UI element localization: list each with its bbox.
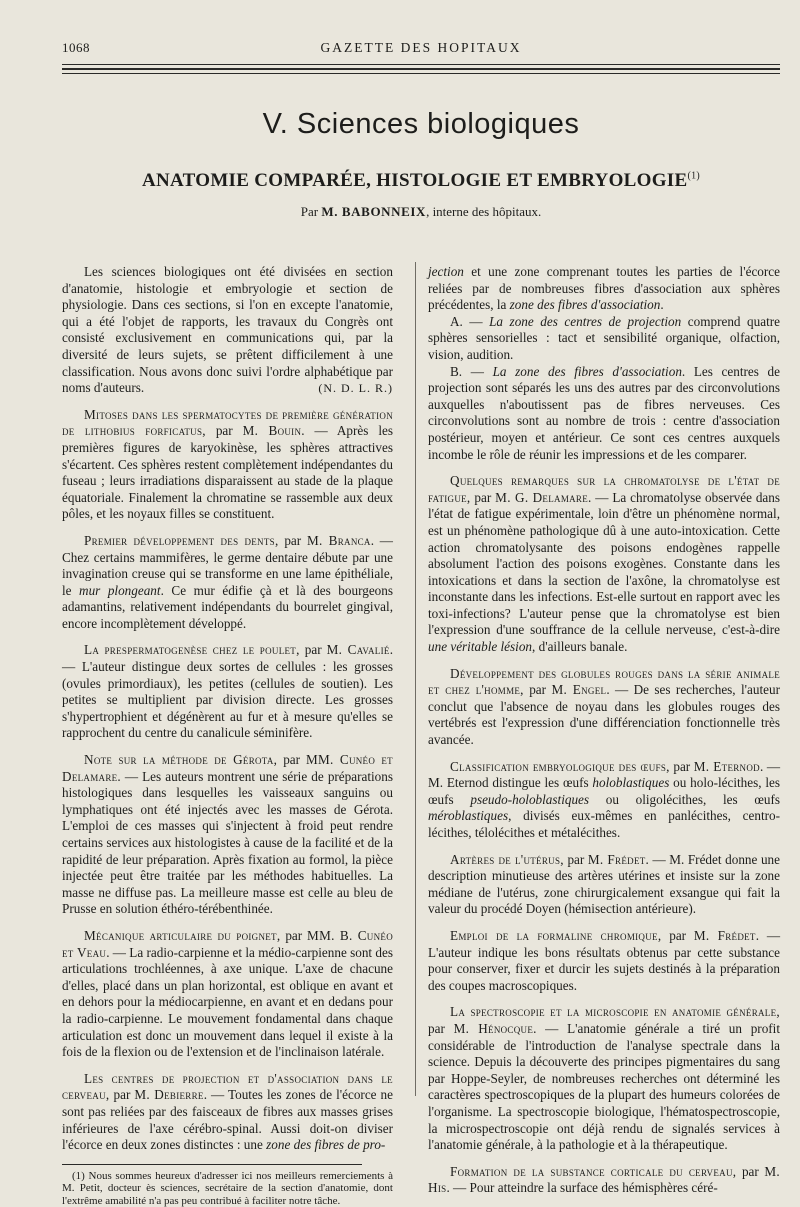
entry-italic: jection [428, 264, 464, 279]
entry-title: Classification embryologique des œufs, [450, 758, 670, 774]
subpoint-prefix: A. — [450, 313, 490, 329]
entry-title: Les centres de projection et d'association dans le cerveau, [62, 1070, 393, 1103]
entry-text: L'auteur distingue deux sortes de cellules : les grosses (ovules primordiaux), les petites (cellules de soutien). Les petites se multiplient par division directe. Les grosses s'hypertrophient et dégénèrent au fur et à mesure qu'elles se rapprochent du centre du canalicule séminifère. [62, 659, 394, 741]
entry-author: M. G. Delamare [495, 489, 589, 505]
entry-text: Chez certains mammifères, le germe dentaire débute par une invagination creuse qui se transforme en une lame épithéliale, le [62, 549, 393, 598]
subpoint-a [428, 314, 780, 364]
footnote-mark: (1) [687, 170, 701, 182]
entry-text: Les auteurs montrent une série de préparations histologiques dans lesquelles les vaisseaux sanguins ou lymphatiques ont été injectés avec les masses de Gérota. L'emploi de ces masses qui s'injectent à froid peut rendre certains services aux histologistes à cause de la facilité et de la rapidité de leur préparation. Après fixation au formol, la pièce injectée peut être traitée par les méthodes habituelles. La masse ne diffuse pas. La meilleure masse est celle au bleu de Prusse en solution éthéro-térébenthinée. [62, 768, 394, 917]
entry-text: et une zone comprenant toutes les parties de l'écorce reliées par de nombreuses fibres d'association aux sphères précédentes, la [428, 264, 780, 313]
entry-paragraph: Note sur la méthode de Gérota, par MM. Cunéo et Delamare. — Les auteurs montrent une série de préparations histologiques dans lesquelles les vaisseaux sanguins ou lymphatiques ont été injectés avec les masses de Gérota. L'emploi de ces masses qui s'injectent à froid peut rendre certains services aux histologistes à cause de la facilité et de la rapidité de leur préparation. Après fixation au formol, la pièce injectée peut être traitée par les méthodes habituelles. La masse ne diffuse pas. La meilleure masse est celle au bleu de Prusse en solution éthéro-térébenthinée. [62, 752, 394, 917]
entry-author: M. Bouin [242, 423, 302, 439]
entry-paragraph: Formation de la substance corticale du cerveau, par M. His. — Pour atteindre la surface des hémisphères céré- [428, 1163, 781, 1196]
entry-text: ou holo-lécithes, les œufs [428, 775, 780, 807]
entry-text: M. Eternod distingue les œufs [428, 775, 593, 791]
entry-paragraph: Mécanique articulaire du poignet, par MM. B. Cunéo et Veau. — La radio-carpienne et la médio-carpienne sont des articulations trochléennes, à axe unique. L'axe de chacune d'elles, placé dans un plan horizontal, est oblique en avant et en dehors pour la médiocarpienne, en avant et en dedans pour la radio-carpienne. Le mouvement fondamental dans chaque articulation est donc un mouvement dans lequel il existe à la fois de la flexion ou de l'extension et de l'inclinaison latérale. [62, 927, 394, 1060]
entry-text: Toutes les zones de l'écorce ne sont pas reliées par des faisceaux de fibres aux masses grises inférieures de l'axe cérébro-spinal. Aussi doit-on diviser l'écorce en deux zones distinctes : une [62, 1087, 393, 1153]
entry-italic: mur plongeant [79, 582, 161, 598]
running-head [62, 40, 780, 60]
entry-text: . Les centres de projection sont séparés les uns des autres par des circonvolutions auxquelles n'aboutissent pas de fibres nerveuses. Ces circonvolutions sont au nombre de trois : centre d'association postérieur, moyen et antérieur. Ce sont ces centres auxquels incombe le rôle de réunir les impressions et de les comparer. [428, 363, 780, 462]
entry-author: M. Frédet [693, 927, 756, 943]
entry-author: MM. B. Cunéo et Veau [62, 927, 394, 960]
entry-text: Pour atteindre la surface des hémisphères céré- [469, 1180, 718, 1196]
entry-italic: La zone des fibres d'association [492, 363, 682, 379]
footnote-rule [62, 1164, 362, 1165]
entry-title: Quelques remarques sur la chromatolyse de l'état de fatigue, [428, 473, 780, 505]
entry-author: M. Cavalié [326, 642, 390, 658]
entry-text: M. Frédet donne une description minutieuse des artères utérines et insiste sur la zone médiane de l'utérus, zone chirurgicalement exsangue qui fait la valeur du procédé Doyen (hémisection antérieure). [428, 851, 781, 917]
entry-title: La spectroscopie et la microscopie en anatomie générale, [450, 1004, 780, 1020]
entry-title: La prespermatogenèse chez le poulet, [84, 642, 300, 658]
entry-title: Artères de l'utérus, [450, 851, 564, 867]
entry-title: Mitoses dans les spermatocytes de première génération de lithobius forficatus, [62, 406, 393, 439]
entry-title: Emploi de la formaline chromique, [450, 927, 662, 943]
entry-text: . Ce mur édifie çà et là des bourgeons adamantins, relativement indépendants du bourrelet gingival, encore incomplètement développé. [62, 582, 393, 631]
entry-text: , divisés eux-mêmes en panlécithes, centro-lécithes, télolécithes et métalécithes. [428, 808, 780, 840]
entry-paragraph: Artères de l'utérus, par M. Frédet. — M. Frédet donne une description minutieuse des artères utérines et insiste sur la zone médiane de l'utérus, zone chirurgicalement exsangue qui fait la valeur du procédé Doyen (hémisection antérieure). [428, 851, 781, 917]
byline-prefix: Par [300, 204, 319, 219]
entry-text: La radio-carpienne et la médio-carpienne sont des articulations trochléennes, à axe unique. L'axe de chacune d'elles, placé dans un plan horizontal, est oblique en avant et en dehors pour la médiocarpienne, en avant et en dedans pour la radio-carpienne. Le mouvement fondamental dans chaque articulation est donc un mouvement dans lequel il existe à la fois de la flexion ou de l'extension et de l'inclinaison latérale. [62, 944, 393, 1060]
byline-author: M. BABONNEIX [321, 204, 427, 219]
entry-author: M. Frédet [587, 851, 646, 867]
byline-suffix: , interne des hôpitaux. [426, 204, 542, 219]
entry-text: Après les premières figures de karyokinèse, les sphères attractives s'écartent. Ces sphères restent complètement indépendantes du fuseau ; leurs irradiations disparaissent au stade de la plaque équatoriale. Finalement la chromatine se rassemble aux deux pôles, et les noyaux filles se constituent. [62, 423, 393, 522]
entry-author: M. Branca [306, 532, 371, 548]
entry-italic: zone des fibres de pro- [266, 1137, 386, 1153]
entry-paragraph: Premier développement des dents, par M. Branca. — Chez certains mammifères, le germe dentaire débute par une invagination creuse qui se transforme en une lame épithéliale, le mur plongeant. Ce mur édifie çà et là des bourgeons adamantins, relativement indépendants du bourrelet gingival, encore incomplètement développé. [62, 532, 393, 631]
entry-italic: une véritable lésion [428, 639, 533, 655]
entry-italic: holoblastiques [592, 775, 670, 791]
entry-author: M. Debierre [134, 1087, 204, 1103]
subject-title-text: ANATOMIE COMPARÉE, HISTOLOGIE ET EMBRYOLOGIE [141, 170, 688, 191]
entry-paragraph: Classification embryologique des œufs, par M. Eternod. — M. Eternod distingue les œufs holoblastiques ou holo-lécithes, les œufs pseudo-holoblastiques ou oligolécithes, les œufs méroblastiques, divisés eux-mêmes en panlécithes, centro-lécithes, télolécithes et métalécithes. [428, 758, 781, 840]
entry-author: M. Hénocque [453, 1020, 534, 1036]
entry-italic: méroblastiques [428, 808, 509, 824]
entry-author: M. His [428, 1163, 781, 1196]
entry-text: L'auteur indique les bons résultats obtenus par cette substance pour conserver, fixer et durcir les sujets destinés à la préparation des coupes macroscopiques. [428, 944, 780, 993]
entry-text: De ses recherches, l'auteur conclut que l'absence de noyau dans les globules rouges des vertébrés est l'expression d'une différenciation fonctionnelle très avancée. [428, 682, 780, 748]
column-divider [415, 262, 416, 1096]
entry-author: M. Eternod [693, 758, 760, 774]
entry-title: Formation de la substance corticale du cerveau, [450, 1163, 737, 1179]
left-column [62, 264, 393, 1207]
subpoint-b [428, 364, 780, 464]
journal-title: GAZETTE DES HOPITAUX [320, 40, 522, 55]
entry-paragraph: Quelques remarques sur la chromatolyse de l'état de fatigue, par M. G. Delamare. — La chromatolyse observée dans l'état de fatigue expérimentale, loin d'être un phénomène normal, est un phénomène pathologique dû à une auto-intoxication. Cette action chromatolysante des poisons endogènes rappelle absolument l'action des poisons exogènes. Constante dans les intoxications et dans la section de l'axône, la chromatolyse est inconstante dans les infections. Est-elle surtout en rapport avec les toxi-infections? L'auteur pense que la chromatolyse est bien l'expression d'une souffrance de la cellule nerveuse, c'est-à-dire une véritable lésion, d'ailleurs banale. [428, 473, 780, 655]
entry-italic: La zone des centres de projection [489, 313, 682, 329]
entry-title: Note sur la méthode de Gérota, [84, 752, 278, 768]
entry-text: . [660, 297, 664, 313]
entry-paragraph: Emploi de la formaline chromique, par M. Frédet. — L'auteur indique les bons résultats obtenus par cette substance pour conserver, fixer et durcir les sujets destinés à la préparation des coupes macroscopiques. [428, 927, 781, 993]
footnote: (1) Nous sommes heureux d'adresser ici nos meilleurs remerciements à M. Petit, docteur ès sciences, secrétaire de la section d'anatomie, dont l'extrême amabilité n'a pas peu contribué à faciliter notre tâche. [62, 1169, 393, 1207]
entry-paragraph: La spectroscopie et la microscopie en anatomie générale, par M. Hénocque. — L'anatomie générale a tiré un profit considérable de l'introduction de l'analyse spectrale dans la science. Depuis la découverte des principes pigmentaires du sang par Hoppe-Seyler, de nombreuses recherches ont déterminé les caractères spectroscopiques de la plupart des humeurs colorées de l'organisme. La spectroscopie biologique, l'hématospectroscopie, la microspectroscopie ont déjà rendu de signalés services à l'anatomie générale, à la pathologie et à la thérapeutique. [428, 1004, 781, 1153]
entry-paragraph: Mitoses dans les spermatocytes de première génération de lithobius forficatus, par M. Bouin. — Après les premières figures de karyokinèse, les sphères attractives s'écartent. Ces sphères restent complètement indépendantes du fuseau ; leurs irradiations disparaissent au stade de la plaque équatoriale. Finalement la chromatine se rassemble aux deux pôles, et les noyaux filles se constituent. [62, 406, 393, 522]
entry-text: , d'ailleurs banale. [532, 639, 628, 655]
entry-author: M. Engel [551, 682, 607, 698]
entry-text: comprend quatre sphères sensorielles : tact et sensibilité organique, olfaction, vision, audition. [428, 313, 780, 362]
entry-paragraph: Les centres de projection et d'association dans le cerveau, par M. Debierre. — Toutes les zones de l'écorce ne sont pas reliées par des faisceaux de fibres aux masses grises inférieures de l'axe cérébro-spinal. Aussi doit-on diviser l'écorce en deux zones distinctes : une zone des fibres de pro- [62, 1070, 393, 1153]
entry-text: L'anatomie générale a tiré un profit considérable de l'introduction de l'analyse spectrale dans la science. Depuis la découverte des principes pigmentaires du sang par Hoppe-Seyler, de nombreuses recherches ont déterminé les caractères spectroscopiques de la plupart des humeurs colorées de l'organisme. La spectroscopie biologique, l'hématospectroscopie, la microspectroscopie ont déjà rendu de signalés services à l'anatomie générale, à la pathologie et à la thérapeutique. [428, 1020, 781, 1153]
header-rule [62, 64, 780, 65]
intro-paragraph [62, 264, 393, 397]
entry-text: La chromatolyse observée dans l'état de fatigue expérimentale, loin d'être un phénomène normal, est un phénomène pathologique dû à une auto-intoxication. Cette action chromatolysante des poisons endogènes rappelle absolument l'action des poisons exogènes. Constante dans les intoxications et dans la section de l'axône, la chromatolyse est inconstante dans les infections. Est-elle surtout en rapport avec les toxi-infections? L'auteur pense que la chromatolyse est bien l'expression d'une souffrance de la cellule nerveuse, c'est-à-dire [428, 489, 780, 638]
entry-author: MM. Cunéo et Delamare [62, 752, 393, 784]
entry-paragraph: Développement des globules rouges dans la série animale et chez l'homme, par M. Engel. — De ses recherches, l'auteur conclut que l'absence de noyau dans les globules rouges des vertébrés est l'expression d'une différenciation fonctionnelle très avancée. [428, 665, 780, 748]
right-column [428, 264, 780, 1197]
intro-text: Les sciences biologiques ont été divisées en section d'anatomie, histologie et embryologie et section de physiologie. Dans ces sections, si l'on en excepte l'anatomie, qui a été l'objet de rapports, les travaux du Congrès ont consisté exclusivement en communications qui, par la diversité de leurs sujets, se prêtent difficilement à une classification. Nous avons donc suivi l'ordre alphabétique par noms d'auteurs. [62, 264, 393, 396]
entry-title: Premier développement des dents, [84, 532, 279, 548]
page-number: 1068 [62, 40, 90, 55]
entry-text: ou oligolécithes, les œufs [589, 791, 780, 807]
section-title: V. Sciences biologiques [262, 108, 580, 140]
byline [62, 204, 780, 220]
entry-italic: pseudo-holoblastiques [470, 791, 590, 807]
entry-title: Mécanique articulaire du poignet, [84, 927, 281, 943]
entry-italic: zone des fibres d'association [509, 297, 661, 313]
header-rule [62, 68, 780, 70]
subpoint-prefix: B. — [450, 363, 493, 379]
header-rule [62, 73, 780, 74]
entry-paragraph: La prespermatogenèse chez le poulet, par M. Cavalié. — L'auteur distingue deux sortes de cellules : les grosses (ovules primordiaux), les petites (cellules de soutien). Les petites se multiplient par division directe. Les grosses s'hypertrophient et dégénèrent au fur et à mesure qu'elles se rapprochent du centre du canalicule séminifère. [62, 642, 394, 741]
continued-paragraph [428, 264, 780, 314]
subject-title [62, 170, 780, 192]
editor-signature: (N. D. L. R.) [318, 381, 393, 396]
entry-title: Développement des globules rouges dans la série animale et chez l'homme, [428, 665, 780, 698]
